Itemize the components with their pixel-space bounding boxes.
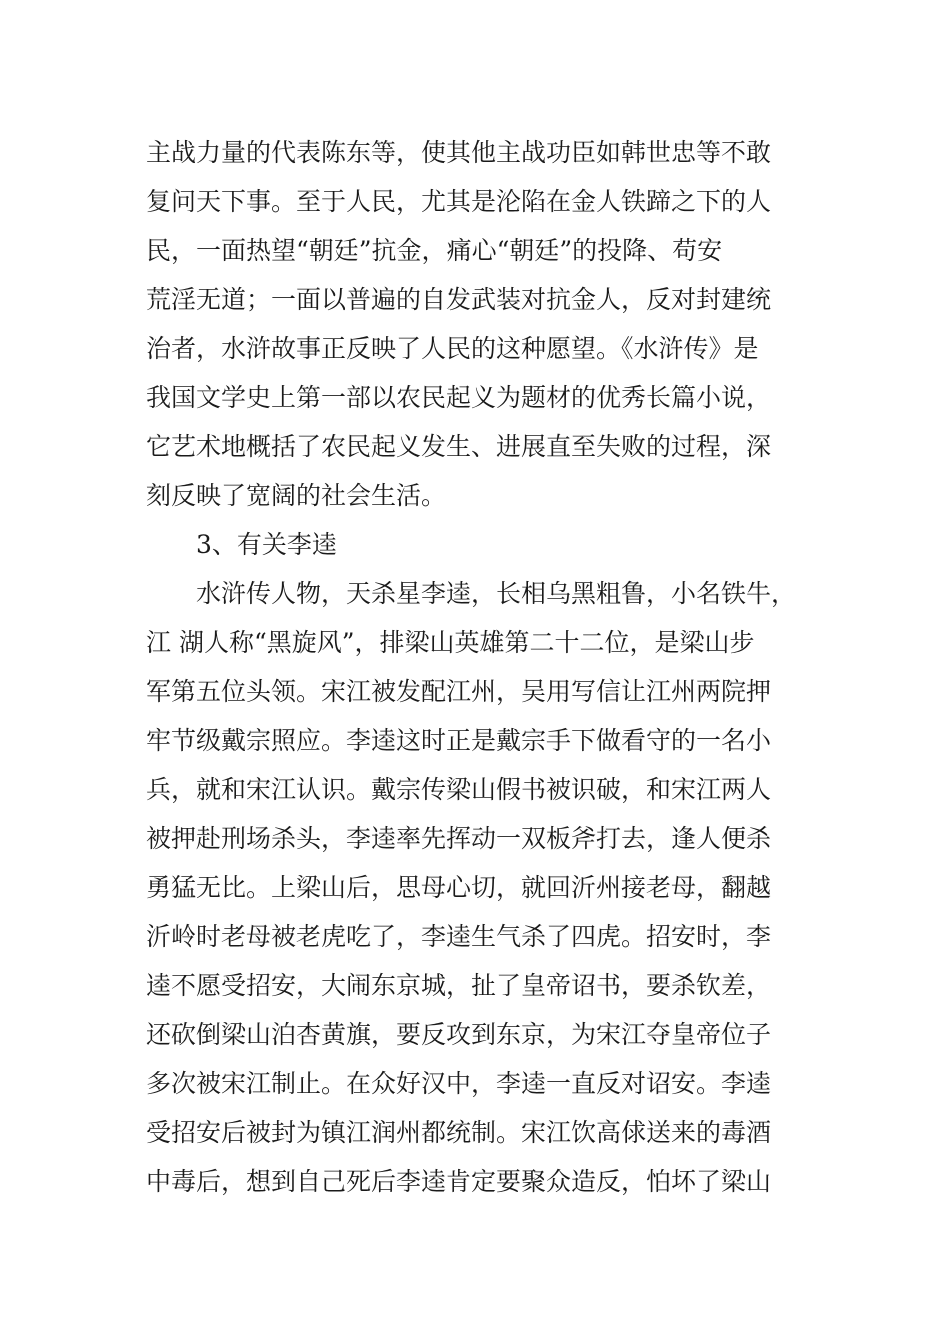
text-line: 逵不愿受招安，大闹东京城，扯了皇帝诏书，要杀钦差，	[146, 971, 772, 1000]
text-line: 沂岭时老母被老虎吃了，李逵生气杀了四虎。招安时，李	[146, 922, 772, 951]
paragraph-first-line: 水浒传人物，天杀星李逵，长相乌黑粗鲁，小名铁牛，	[196, 579, 797, 608]
text-line: 主战力量的代表陈东等，使其他主战功臣如韩世忠等不敢	[146, 138, 772, 167]
text-line: 复问天下事。至于人民，尤其是沦陷在金人铁蹄之下的人	[146, 187, 772, 216]
text-line: 牢节级戴宗照应。李逵这时正是戴宗手下做看守的一名小	[146, 726, 772, 755]
text-line: 我国文学史上第一部以农民起义为题材的优秀长篇小说，	[146, 383, 772, 412]
text-line: 受招安后被封为镇江润州都统制。宋江饮高俅送来的毒酒	[146, 1118, 772, 1147]
body-text	[146, 128, 826, 1206]
text-line: 被押赴刑场杀头，李逵率先挥动一双板斧打去，逢人便杀	[146, 824, 772, 853]
text-line: 江 湖人称“黑旋风”，排梁山英雄第二十二位，是梁山步	[146, 628, 755, 657]
text-line: 民，一面热望“朝廷”抗金，痛心“朝廷”的投降、苟安	[146, 236, 723, 265]
text-line: 刻反映了宽阔的社会生活。	[146, 481, 447, 510]
section-heading: 3、有关李逵	[196, 530, 337, 559]
text-line: 勇猛无比。上梁山后，思母心切，就回沂州接老母，翻越	[146, 873, 772, 902]
text-line: 军第五位头领。宋江被发配江州，吴用写信让江州两院押	[146, 677, 772, 706]
text-line: 兵，就和宋江认识。戴宗传梁山假书被识破，和宋江两人	[146, 775, 772, 804]
text-line: 多次被宋江制止。在众好汉中，李逵一直反对诏安。李逵	[146, 1069, 772, 1098]
text-line: 还砍倒梁山泊杏黄旗，要反攻到东京，为宋江夺皇帝位子	[146, 1020, 772, 1049]
text-line: 中毒后，想到自己死后李逵肯定要聚众造反，怕坏了梁山	[146, 1167, 772, 1196]
text-line: 荒淫无道；一面以普遍的自发武装对抗金人，反对封建统	[146, 285, 772, 314]
text-line: 它艺术地概括了农民起义发生、进展直至失败的过程，深	[146, 432, 772, 461]
text-line: 治者，水浒故事正反映了人民的这种愿望。《水浒传》是	[146, 334, 759, 363]
